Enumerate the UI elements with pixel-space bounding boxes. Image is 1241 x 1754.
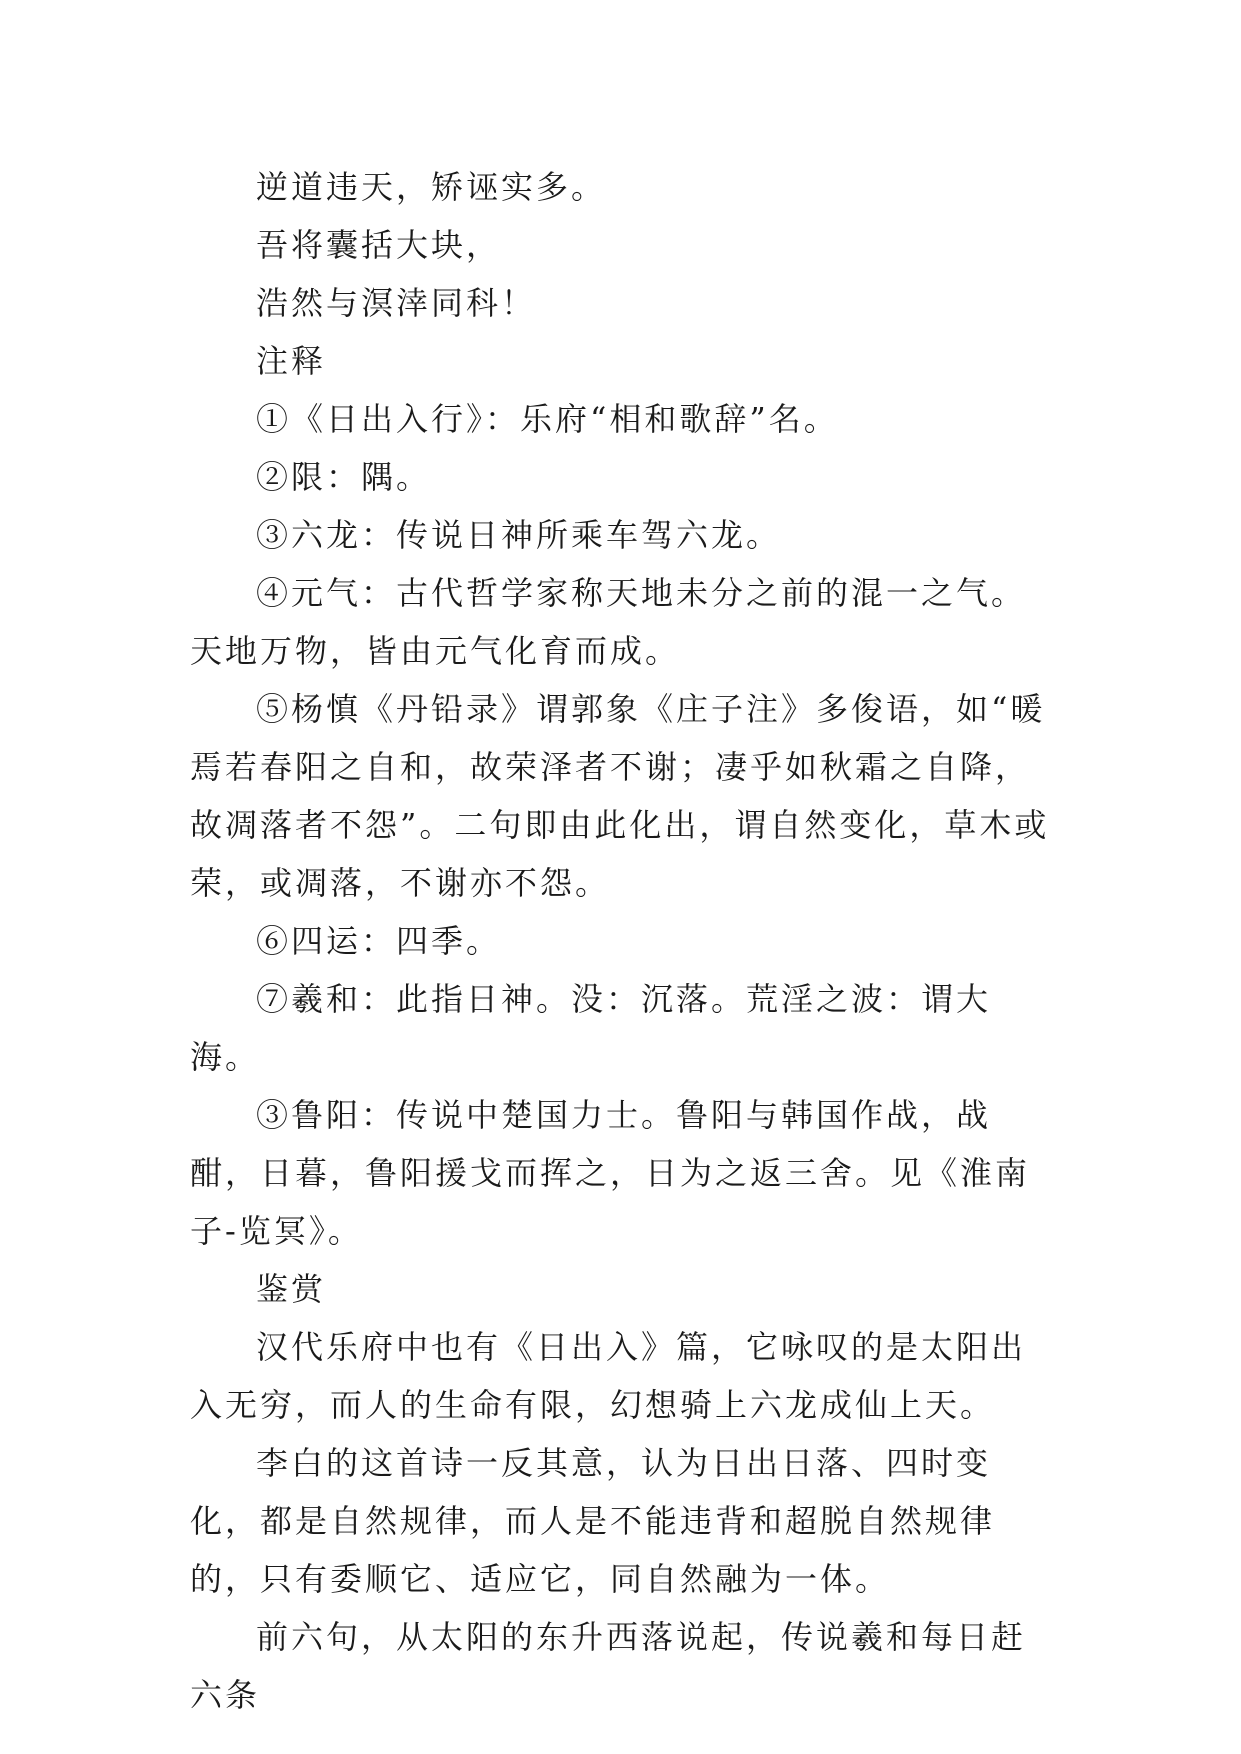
note-item: ②限：隅。 bbox=[256, 458, 432, 496]
body-paragraph: 前六句，从太阳的东升西落说起，传说羲和每日赶六条 bbox=[190, 1618, 1027, 1714]
note-item: ⑤杨慎《丹铅录》谓郭象《庄子注》多俊语，如“暖焉若春阳之自和，故荣泽者不谢；凄乎如秋霜之自降，故凋落者不怨”。二句即由此化出，谓自然变化，草木或荣，或凋落，不谢亦不怨。 bbox=[190, 690, 1050, 902]
note-item: ①《日出入行》：乐府“相和歌辞”名。 bbox=[256, 400, 839, 438]
note-item: ③六龙：传说日神所乘车驾六龙。 bbox=[256, 516, 782, 554]
body-paragraph: 汉代乐府中也有《日出入》篇，它咏叹的是太阳出入无穷，而人的生命有限，幻想骑上六龙成仙上天。 bbox=[190, 1328, 1027, 1424]
note-item: ③鲁阳：传说中楚国力士。鲁阳与韩国作战，战酣，日暮，鲁阳援戈而挥之，日为之返三舍。见《淮南子-览冥》。 bbox=[190, 1096, 1031, 1250]
poem-line: 浩然与溟涬同科！ bbox=[256, 284, 537, 322]
body-paragraph: 李白的这首诗一反其意，认为日出日落、四时变化，都是自然规律，而人是不能违背和超脱自然规律的，只有委顺它、适应它，同自然融为一体。 bbox=[190, 1444, 996, 1598]
poem-line: 逆道违天，矫诬实多。 bbox=[256, 168, 607, 206]
note-item: ⑦羲和：此指日神。没：沉落。荒淫之波：谓大海。 bbox=[190, 980, 992, 1076]
note-item: ④元气：古代哲学家称天地未分之前的混一之气。天地万物，皆由元气化育而成。 bbox=[190, 574, 1027, 670]
document-body bbox=[190, 158, 1060, 1724]
note-item: ⑥四运：四季。 bbox=[256, 922, 502, 960]
section-heading-notes: 注释 bbox=[256, 342, 327, 380]
poem-line: 吾将囊括大块， bbox=[256, 226, 502, 264]
section-heading-appreciation: 鉴赏 bbox=[256, 1270, 327, 1308]
